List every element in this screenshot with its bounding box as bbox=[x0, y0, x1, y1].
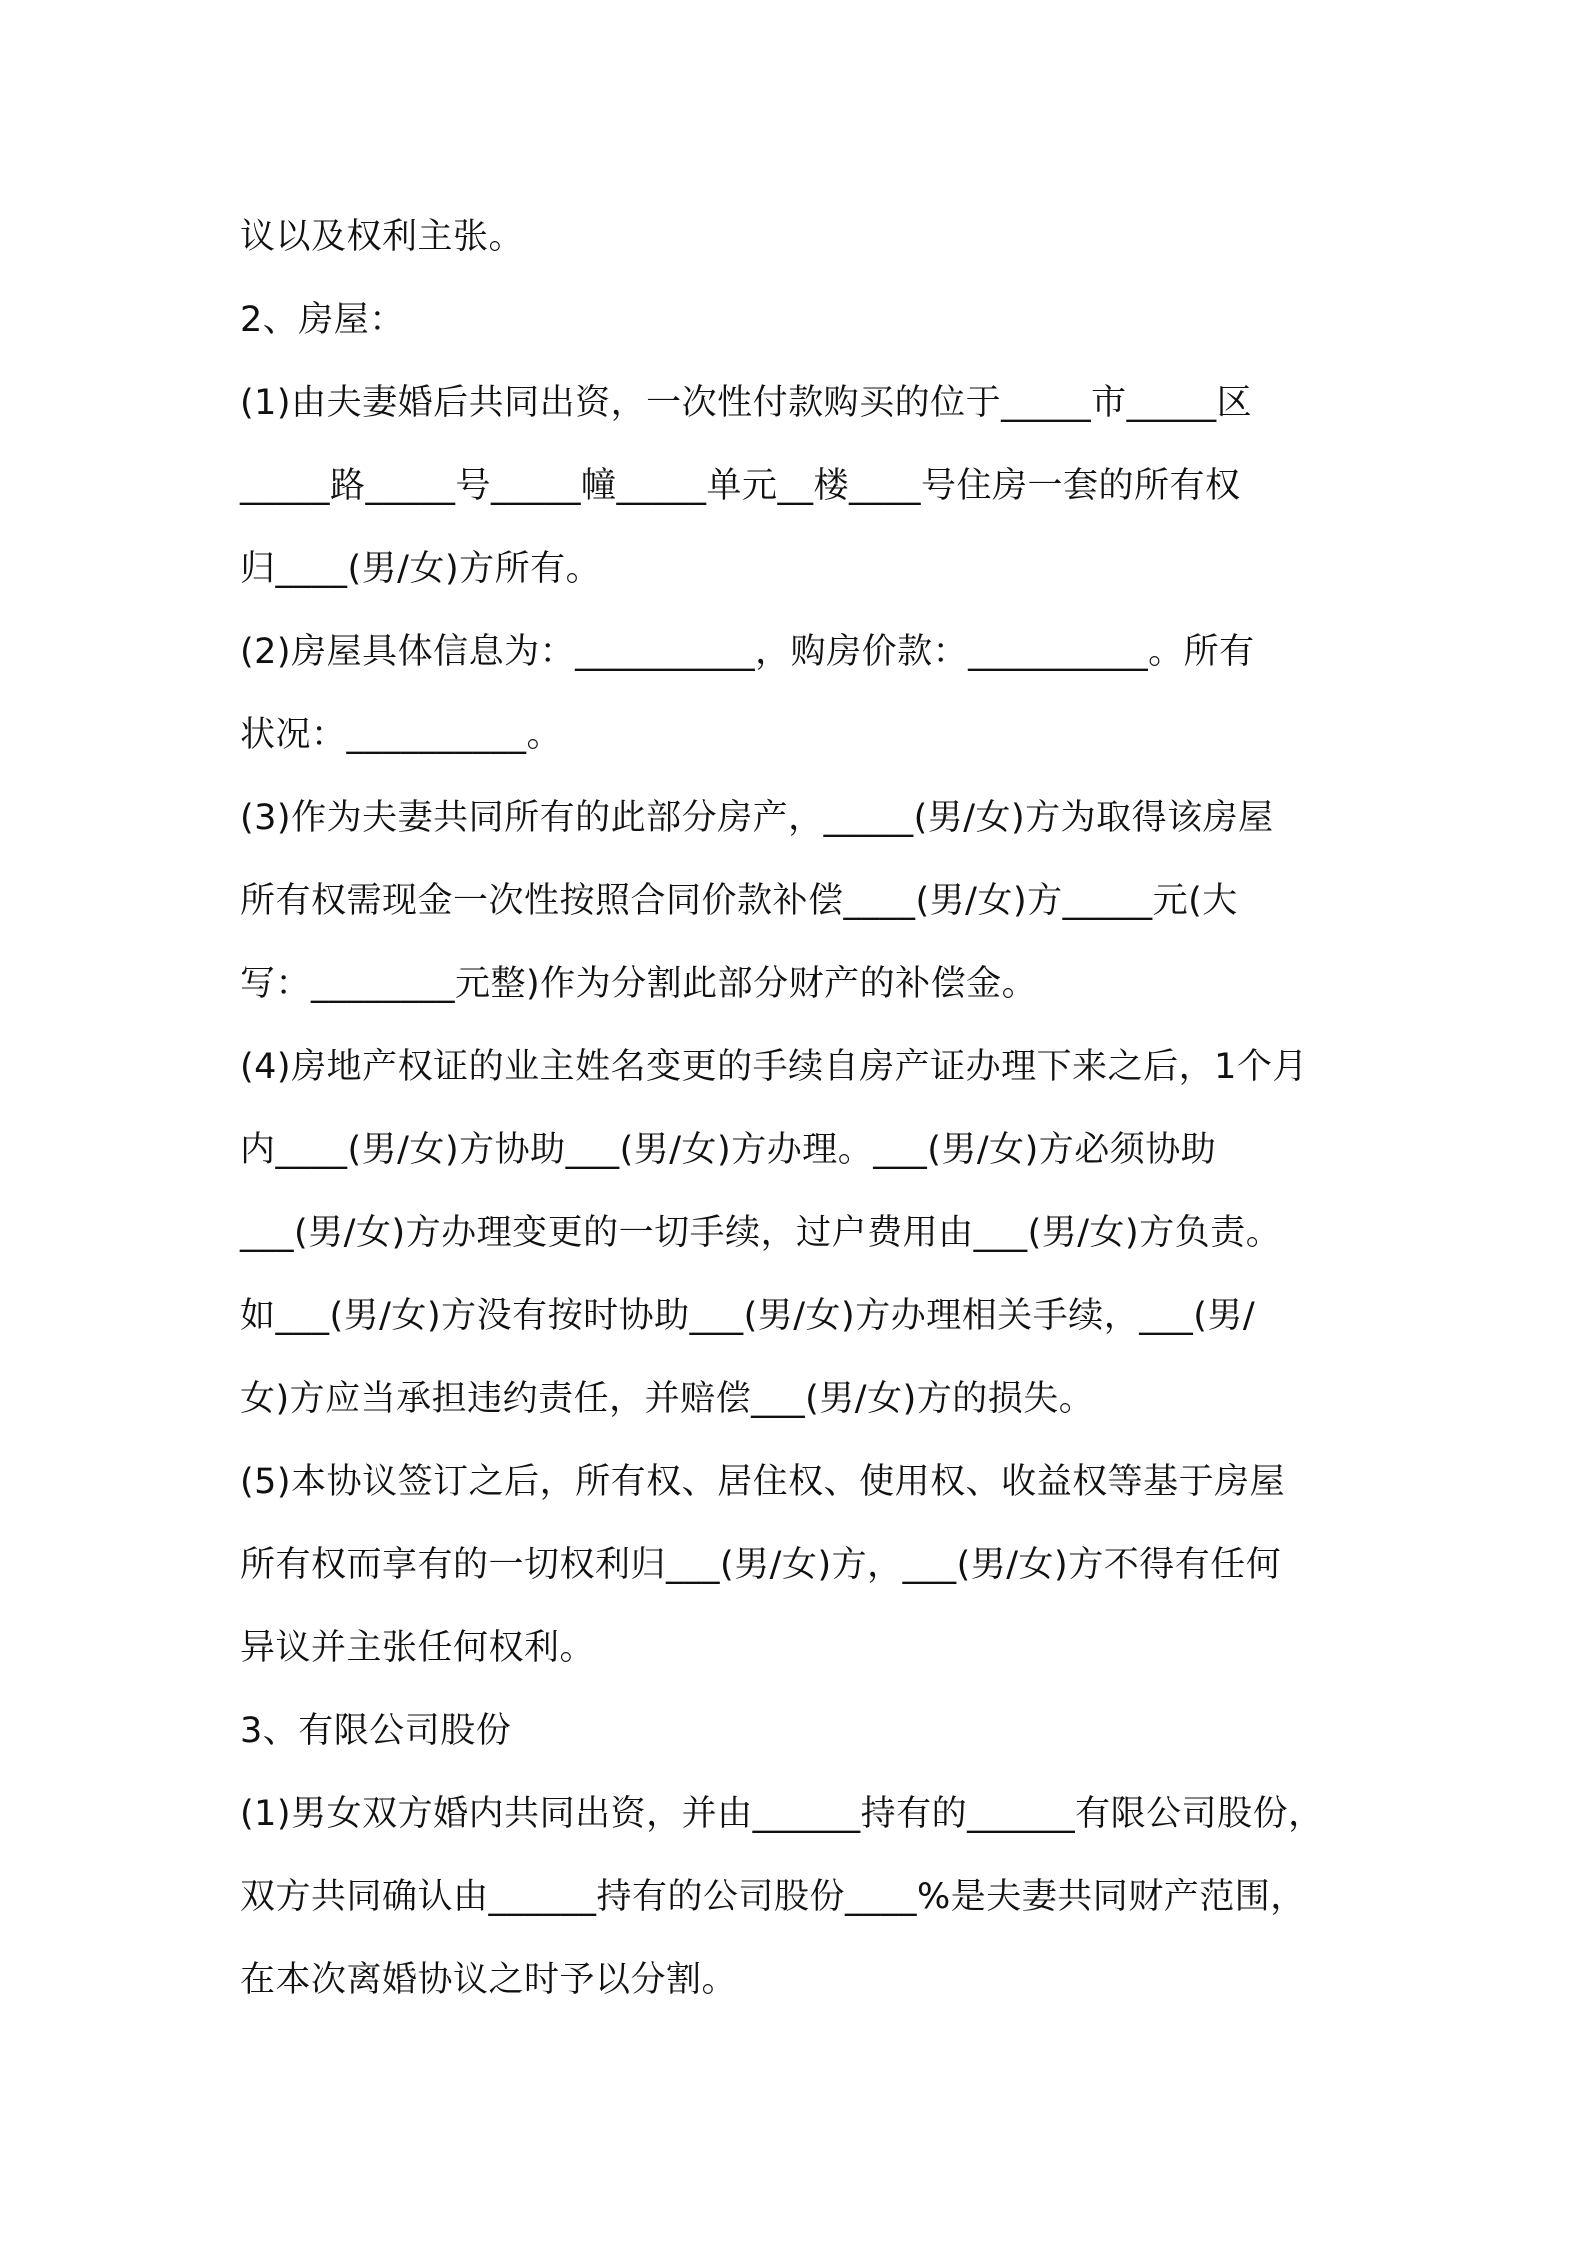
text-line: 异议并主张任何权利。 bbox=[240, 1628, 596, 1668]
document-body bbox=[240, 196, 1380, 2022]
text-line: 如___(男/女)方没有按时协助___(男/女)方办理相关手续，___(男/ bbox=[240, 1296, 1256, 1336]
text-line: (1)由夫妻婚后共同出资，一次性付款购买的位于_____市_____区 bbox=[240, 383, 1253, 423]
text-line: (1)男女双方婚内共同出资，并由______持有的______有限公司股份， bbox=[240, 1794, 1324, 1834]
text-line: 写：________元整)作为分割此部分财产的补偿金。 bbox=[240, 964, 1038, 1004]
text-line: 状况：__________。 bbox=[240, 715, 563, 755]
text-line: 内____(男/女)方协助___(男/女)方办理。___(男/女)方必须协助 bbox=[240, 1130, 1217, 1170]
section-heading-company-shares: 3、有限公司股份 bbox=[240, 1711, 512, 1751]
text-line: 在本次离婚协议之时予以分割。 bbox=[240, 1960, 738, 2000]
text-line: ___(男/女)方办理变更的一切手续，过户费用由___(男/女)方负责。 bbox=[240, 1213, 1282, 1253]
text-line: 所有权而享有的一切权利归___(男/女)方，___(男/女)方不得有任何 bbox=[240, 1545, 1282, 1585]
text-line: (4)房地产权证的业主姓名变更的手续自房产证办理下来之后，1个月 bbox=[240, 1047, 1308, 1087]
text-line: 议以及权利主张。 bbox=[240, 217, 525, 257]
section-heading-house: 2、房屋： bbox=[240, 300, 405, 340]
text-line: (2)房屋具体信息为：__________，购房价款：__________。所有 bbox=[240, 632, 1255, 672]
text-line: 女)方应当承担违约责任，并赔偿___(男/女)方的损失。 bbox=[240, 1379, 1095, 1419]
text-line: (5)本协议签订之后，所有权、居住权、使用权、收益权等基于房屋 bbox=[240, 1462, 1286, 1502]
text-line: _____路_____号_____幢_____单元__楼____号住房一套的所有权 bbox=[240, 466, 1241, 506]
text-line: (3)作为夫妻共同所有的此部分房产，_____(男/女)方为取得该房屋 bbox=[240, 798, 1274, 838]
text-line: 双方共同确认由______持有的公司股份____%是夫妻共同财产范围， bbox=[240, 1877, 1306, 1917]
text-line: 所有权需现金一次性按照合同价款补偿____(男/女)方_____元(大 bbox=[240, 881, 1238, 921]
text-line: 归____(男/女)方所有。 bbox=[240, 549, 602, 589]
